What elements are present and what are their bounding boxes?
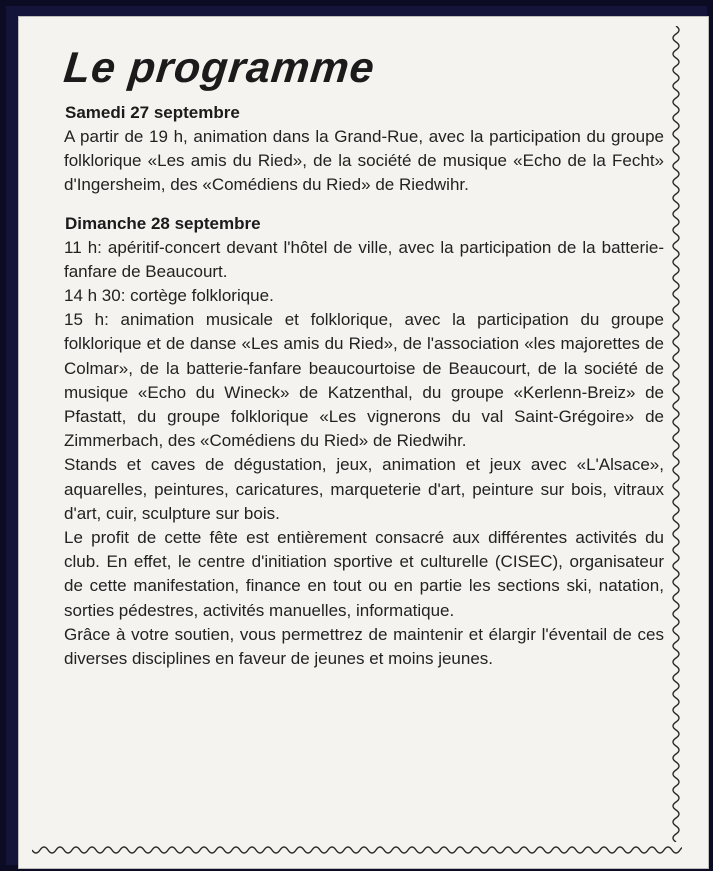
section-sunday	[64, 214, 664, 672]
section-saturday	[64, 103, 664, 198]
article	[61, 44, 664, 687]
article-title: Le programme	[61, 44, 378, 92]
paragraph: A partir de 19 h, animation dans la Grand-Rue, avec la participation du groupe folklorique «Les amis du Ried», de la société de musique «Echo de la Fecht» d'Ingersheim, des «Comédiens du Ried» de Riedwihr.	[64, 127, 664, 195]
section-heading: Dimanche 28 septembre	[65, 213, 261, 233]
paragraph: 14 h 30: cortège folklorique.	[64, 286, 274, 306]
section-heading: Samedi 27 septembre	[65, 103, 240, 122]
paragraph: Stands et caves de dégustation, jeux, animation et jeux avec «L'Alsace», aquarelles, peintures, caricatures, marqueterie d'art, peinture sur bois, vitraux d'art, cuir, sculpture sur bois.	[64, 455, 664, 523]
paragraph: Le profit de cette fête est entièrement consacré aux différentes activités du club. En effet, le centre d'initiation sportive et culturelle (CISEC), organisateur de cette manifestation, finance en tout ou en partie les sections ski, natation, sorties pédestres, activités manuelles, informatique.	[64, 528, 664, 620]
paragraph: 15 h: animation musicale et folklorique, avec la participation du groupe folklorique et de danse «Les amis du Ried», de l'association «les majorettes de Colmar», de la batterie-fanfare beaucourtoise de Beaucourt, de la société de musique «Echo du Wineck» de Katzenthal, du groupe «Kerlenn-Breiz» de Pfastatt, du groupe folklorique «Les vignerons du val Saint-Grégoire» de Zimmerbach, des «Comédiens du Ried» de Riedwihr.	[64, 310, 664, 451]
torn-edge-bottom	[32, 840, 682, 860]
paragraph: 11 h: apéritif-concert devant l'hôtel de ville, avec la participation de la batterie-fanfare de Beaucourt.	[64, 237, 664, 281]
paragraph: Grâce à votre soutien, vous permettrez de maintenir et élargir l'éventail de ces diverses disciplines en faveur de jeunes et moins jeunes.	[64, 624, 664, 669]
torn-edge-right	[666, 26, 686, 842]
